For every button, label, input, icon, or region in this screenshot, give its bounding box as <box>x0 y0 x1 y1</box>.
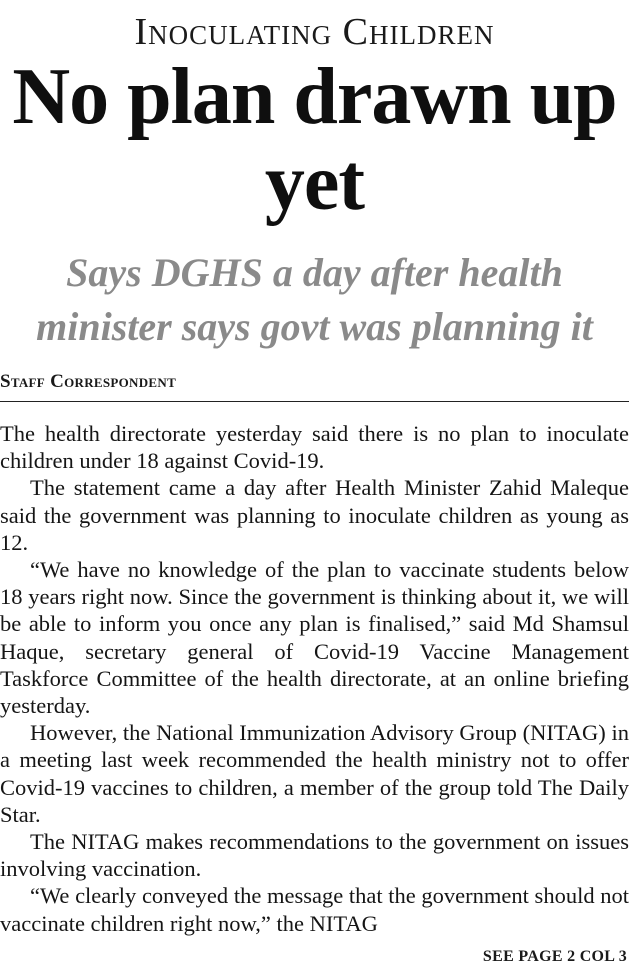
article-body <box>0 420 629 937</box>
article-paragraph: The statement came a day after Health Minister Zahid Maleque said the government was planning to inoculate children as young as 12. <box>0 475 629 555</box>
article-paragraph: However, the National Immunization Advisory Group (NITAG) in a meeting last week recommended the health ministry not to offer Covid-19 vaccines to children, a member of the group told The Daily Star. <box>0 720 629 827</box>
article-kicker: Inoculating Children <box>134 11 495 53</box>
article-paragraph: The NITAG makes recommendations to the government on issues involving vaccination. <box>0 829 629 882</box>
article-paragraph: “We clearly conveyed the message that the government should not vaccinate children right now,” the NITAG <box>0 883 629 936</box>
article-paragraph: The health directorate yesterday said there is no plan to inoculate children under 18 against Covid-19. <box>0 421 629 474</box>
article-subhead: Says DGHS a day after health minister says govt was planning it <box>36 250 593 349</box>
continuation-jump-line: SEE PAGE 2 COL 3 <box>482 948 627 965</box>
article-headline: No plan drawn up yet <box>12 53 617 227</box>
article-paragraph: “We have no knowledge of the plan to vaccinate students below 18 years right now. Since the government is thinking about it, we will be able to inform you once any plan is finalised,” said Md Shamsul Haque, secretary general of Covid-19 Vaccine Management Taskforce Committee of the health directorate, at an online briefing yesterday. <box>0 557 629 719</box>
article-byline: Staff Correspondent <box>0 371 177 392</box>
byline-divider <box>0 401 629 402</box>
